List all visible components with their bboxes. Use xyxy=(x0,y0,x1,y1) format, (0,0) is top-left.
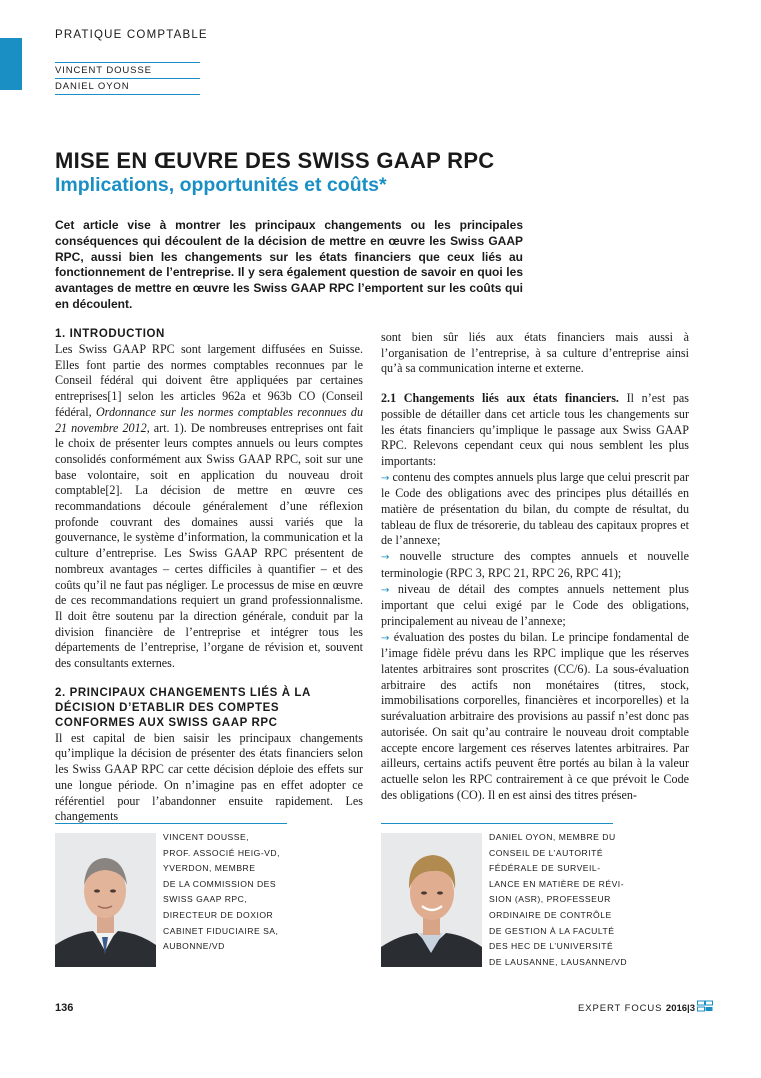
author-bio-oyon: DANIEL OYON, MEMBRE DU CONSEIL DE L’AUTORITÉ FÉDÉRALE DE SURVEIL- LANCE EN MATIÈRE DE RÉVI- SION (ASR), PROFESSEUR ORDINAIRE DE CONTRÔLE DE GESTION À LA FACULTÉ DES HEC DE L’UNIVERSITÉ DE LAUSANNE, LAUSANNE/VD xyxy=(489,832,628,967)
author-photo-oyon xyxy=(381,833,482,967)
list-item: → contenu des comptes annuels plus large que celui prescrit par le Code des obligations avec des principes plus détaillés en matière de présentation du bilan, du compte de résultat, du tableau de flux de trésorerie, du tableau des capitaux propres et de l’annexe; xyxy=(381,469,689,548)
author-bio-dousse: VINCENT DOUSSE, PROF. ASSOCIÉ HEIG-VD, YVERDON, MEMBRE DE LA COMMISSION DES SWISS GAAP RPC, DIRECTEUR DE DOXIOR CABINET FIDUCIAIRE SA, AUBONNE/VD xyxy=(163,832,281,952)
magazine-name: EXPERT FOCUS xyxy=(578,1003,663,1014)
arrow-icon: → xyxy=(381,472,390,484)
column-right xyxy=(381,330,689,803)
section-1-paragraph: Les Swiss GAAP RPC sont largement diffusées en Suisse. Elles font partie des normes comptables reconnues par le Conseil fédéral qui doivent être appliquées par certaines entreprises[1] selon les articles 962a et 963b CO (Conseil fédéral, Ordonnance sur les normes comptables reconnues du 21 novembre 2012, art. 1). De nombreuses entreprises ont fait le choix de présenter leurs comptes annuels ou leurs comptes consolidés conformément aux Swiss GAAP RPC, soit sur une base volontaire, soit en application du nouveau droit comptable[2]. La décision de mettre en œuvre ces recommandations découle généralement d’une réflexion profonde couvrant des domaines aussi variés que la gouvernance, le système d’information, la communication et la culture d’entreprise. Les Swiss GAAP RPC présentent de nombreux avantages – certes difficiles à quantifier – et des coûts qu’il ne faut pas négliger. Le processus de mise en œuvre de ces recommandations requiert un grand professionnalisme. Il doit être soutenu par la direction générale, conduit par la division financière de l’entreprise et intégrer tous les départements de l’entreprise, l’organe de révision et, souvent des consultants externes. xyxy=(55,342,363,671)
section-2-1-heading: 2.1 Changements liés aux états financiers. xyxy=(381,391,619,406)
author-byline-1: VINCENT DOUSSE xyxy=(55,62,200,78)
page-number: 136 xyxy=(55,1002,74,1014)
article-lead: Cet article vise à montrer les principaux changements ou les principales conséquences qui découlent de la décision de mettre en œuvre les Swiss GAAP RPC, aussi bien les changements sur les états financiers que ceux liés au fonctionnement de l’entreprise. Il y sera également question de savoir en quoi les avantages de mettre en œuvre les Swiss GAAP RPC l’emportent sur les coûts qui en découlent. xyxy=(55,218,523,311)
section-1-heading: 1. INTRODUCTION xyxy=(55,328,165,340)
issue-number: 2016|3 xyxy=(665,1003,695,1014)
list-item: → évaluation des postes du bilan. Le principe fondamental de l’image fidèle prévu dans les RPC implique que les réserves latentes arbitraires sont proscrites (CC/6). La sous-évaluation arbitraire des actifs non monétaires (titres, stock, immobilisations corporelles, financières et incorporelles) et la surévaluation arbitraire des provisions au passif n’est donc pas autorisée. On sait qu’au contraire le nouveau droit comptable accepte encore largement ces réserves latentes arbitraires. Par ailleurs, certains actifs peuvent être portés au bilan à la valeur actuelle selon les RPC contrairement à ce que prévoit le Code des obligations (CO). Il en est ainsi des titres présen- xyxy=(381,629,689,802)
section-2-continuation: sont bien sûr liés aux états financiers mais aussi à l’organisation de l’entreprise, à sa culture d’entreprise ainsi qu’à sa communication interne et externe. xyxy=(381,330,689,376)
rubric-label: PRATIQUE COMPTABLE xyxy=(55,29,208,41)
section-2-paragraph: Il est capital de bien saisir les principaux changements qu’implique la décision de présenter des états financiers selon les Swiss GAAP RPC car cette décision déploie des effets sur une longue période. On n’imagine pas en effet adopter ce référentiel pour l’abandonner ensuite rapidement. Les changements xyxy=(55,730,363,824)
arrow-icon: → xyxy=(381,552,390,564)
arrow-icon: → xyxy=(381,632,390,644)
bio-divider-1 xyxy=(55,823,287,824)
section-2-heading: 2. PRINCIPAUX CHANGEMENTS LIÉS À LA DÉCISION D’ETABLIR DES COMPTES CONFORMES AUX SWISS GAAP RPC xyxy=(55,686,311,729)
author-photo-dousse xyxy=(55,833,156,967)
footer-publication xyxy=(578,1003,695,1014)
bio-divider-2 xyxy=(381,823,613,824)
section-accent-bar xyxy=(0,38,22,90)
author-byline-2: DANIEL OYON xyxy=(55,78,200,95)
list-item: → nouvelle structure des comptes annuels et nouvelle terminologie (RPC 3, RPC 21, RPC 26, RPC 41); xyxy=(381,549,689,580)
expertsuisse-logo-icon xyxy=(697,1000,713,1012)
arrow-icon: → xyxy=(381,584,390,596)
section-2-1-paragraph: 2.1 Changements liés aux états financiers. Il n’est pas possible de détailler dans cet article tous les changements sur les états financiers qu’implique le passage aux Swiss GAAP RPC. Relevons cependant ceux qui nous semblent les plus importants: xyxy=(381,391,689,468)
article-subtitle: Implications, opportunités et coûts* xyxy=(55,174,387,196)
column-left xyxy=(55,327,363,825)
article-title: MISE EN ŒUVRE DES SWISS GAAP RPC xyxy=(55,148,495,173)
list-item: → niveau de détail des comptes annuels nettement plus important que celui exigé par le Code des obligations, principalement au niveau de l’annexe; xyxy=(381,581,689,628)
